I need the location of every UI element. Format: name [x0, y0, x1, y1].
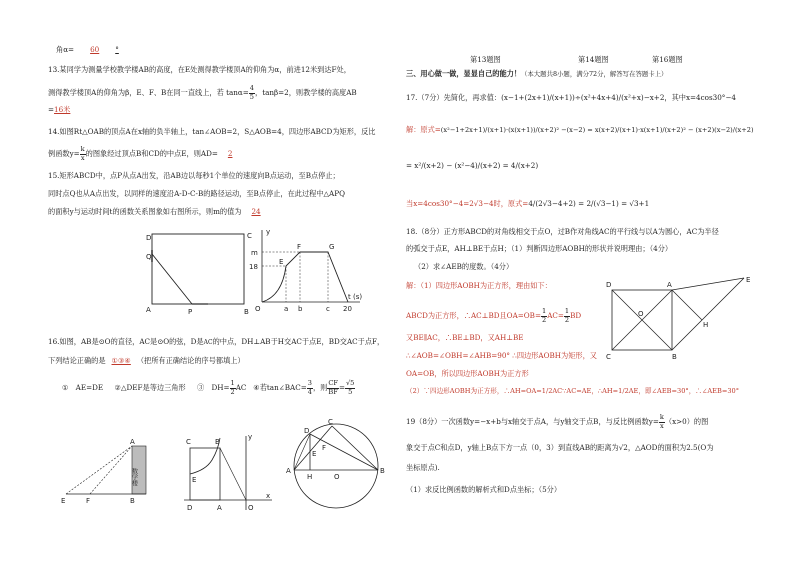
- q19-k: k: [659, 413, 664, 421]
- q16-arc: AC: [203, 339, 213, 346]
- q18-sol2: [406, 308, 581, 324]
- q17-sol-label: 解：原式=: [406, 125, 441, 134]
- q14-line1: [48, 128, 375, 136]
- caption-fig13: 第13题图: [470, 55, 501, 64]
- q13-line3: =16米: [48, 105, 71, 114]
- q14-text-c: 例函数: [48, 149, 70, 159]
- q12-answer: 60: [90, 45, 100, 54]
- q16-opt4-rnum: √5: [345, 379, 355, 387]
- fig16-label-c: C: [328, 418, 333, 426]
- caption-fig14: 第14题图: [578, 55, 609, 64]
- fig18-ah: [672, 290, 702, 320]
- q16-opt4-num: 3: [307, 379, 312, 387]
- fig15-f-label: F: [297, 243, 302, 251]
- q16-opt4b: ，则: [312, 383, 328, 393]
- q16-opt3-num: 1: [230, 379, 235, 387]
- q16-text-d: （把所有正确结论的序号都填上）: [136, 356, 245, 365]
- q16-answer: ①③④: [111, 356, 131, 365]
- fig16-label-d: D: [304, 427, 310, 435]
- fig13-label-e: E: [61, 497, 66, 505]
- fig18-ae: [672, 278, 744, 290]
- q16-opt3a: ③ DH=: [197, 383, 230, 393]
- fig16-label-h: H: [307, 473, 313, 481]
- fig15-20-label: 20: [343, 305, 352, 313]
- fig13-label-a: A: [130, 438, 135, 446]
- fig15-label-a: A: [146, 306, 151, 314]
- q14-text-b: ，四边形ABCD为矩形，反比: [281, 127, 376, 136]
- q16-text-b: 的中点，DH⊥AB于H交AC于点E，BD交AC于点F，: [212, 337, 385, 346]
- q13-text-a: 测得教学楼顶A的仰角为β，E、F、B在同一直线上，若: [48, 88, 224, 98]
- q18-half-2: $\frac{1}{2}$: [564, 307, 570, 324]
- q16-opt4-frac3: [345, 380, 355, 396]
- q16-opt4-cf: CF: [328, 379, 338, 387]
- fig18-label-a: A: [667, 281, 672, 289]
- q15-answer: 24: [251, 207, 261, 216]
- q18-sol1: 解：（1）四边形AOBH为正方形，理由如下：: [406, 281, 552, 290]
- q14-yeq: y=: [69, 149, 80, 159]
- fig14-label-d: D: [187, 504, 193, 512]
- q19-line4: （1）求反比例函数的解析式和D点坐标；（5分）: [406, 485, 562, 494]
- q18-sol6: （2）∵四边形AOBH为正方形，∴AH=OA=1/2AC∵AC=AE，∴AH=1/2AE，即∠AEB=30°，∴∠AEB=30°: [406, 387, 740, 395]
- q14-area: S△AOB=4: [244, 127, 282, 136]
- fig15-label-b: B: [244, 308, 249, 316]
- q18-half-1: $\frac{1}{2}$: [541, 307, 547, 324]
- fig16-label-e: E: [312, 450, 317, 458]
- q16-opt4c: =: [338, 383, 345, 393]
- q16-options: [62, 380, 355, 396]
- fig14-label-x: x: [266, 492, 271, 500]
- fig18-diagram: [604, 270, 754, 362]
- q16-opt4-frac2: [327, 380, 339, 396]
- q13-tan-num: 4: [249, 84, 254, 92]
- q16-opt4-rden: 5: [348, 387, 353, 396]
- q17-sol-line3a: 当x=4cos30°−4=2√3−4时，原式=: [406, 199, 529, 208]
- q18-sol3: 又BE∥AC，∴BE⊥BD，又AH⊥BE: [406, 333, 524, 342]
- fig15-graph: [248, 226, 368, 318]
- caption-fig16: 第16题图: [652, 55, 683, 64]
- q14-k-den: x: [80, 153, 85, 162]
- q17-solution-2: = x²/(x+2) − (x²−4)/(x+2) = 4/(x+2): [406, 161, 539, 170]
- fig15-curve: [262, 252, 348, 302]
- q14-k-num: k: [80, 145, 85, 153]
- fig15-a-label: a: [284, 305, 289, 313]
- q19-line3: 坐标原点).: [406, 463, 440, 472]
- q18-sol2a: ABCD为正方形，∴AC⊥BD且OA=OB=: [406, 311, 541, 321]
- fig18-label-h: H: [703, 321, 709, 329]
- q18-sol5: OA=OB，所以四边形AOBH为正方形: [406, 369, 529, 378]
- fig13-diagram: [58, 436, 158, 506]
- fig18-label-d: D: [606, 281, 612, 289]
- q17-expr: (x−1+(2x+1)/(x+1))÷(x²+4x+4)/(x²+x)−x+2，其中x=4cos30°−4: [501, 93, 736, 102]
- q16-opt4-den: 4: [307, 387, 312, 396]
- fig15-tlabel: t (s): [348, 293, 363, 301]
- q16-line2: [48, 357, 245, 365]
- fig14-label-y: y: [248, 433, 253, 441]
- fig16-ac: [294, 426, 332, 470]
- fig14-rect: [190, 448, 220, 500]
- fig16-db: [310, 434, 378, 470]
- q17-question: [406, 94, 736, 102]
- fig16-cb: [332, 426, 378, 470]
- fig15-rectangle: [140, 228, 260, 318]
- q19-yeq: y=: [648, 417, 659, 427]
- fig13-building-label: 数学楼: [130, 468, 138, 486]
- fig15-o-label: O: [255, 305, 261, 313]
- q14-line2: [48, 146, 242, 162]
- q17-head: 17.（7分）先简化，再求值：: [406, 93, 502, 102]
- q14-text-d: 的图象经过顶点B和CD的中点E，则AD=: [85, 149, 218, 159]
- q18-sol2c: BD: [570, 311, 582, 321]
- fig15-qp-line: [152, 254, 192, 304]
- q16-opt4a: ④若tan∠BAC=: [253, 383, 307, 393]
- fig16-circle: [294, 424, 378, 508]
- section3-note: （本大题共8小题，满分72分，解答写在答题卡上）: [521, 70, 668, 78]
- fig16-label-b: B: [380, 467, 385, 475]
- q16-text-a: 16.如图，AB是⊙O的直径，AC是⊙O的弦，D是: [48, 337, 204, 346]
- fig14-label-c: C: [186, 438, 191, 446]
- q15-text: 的面积y与运动时间t的函数关系图象如右图所示，则m的值为: [48, 207, 242, 216]
- fig15-label-d: D: [146, 234, 152, 242]
- q18-sol2b: AC=: [547, 311, 564, 321]
- fig14-label-b: B: [215, 438, 220, 446]
- q13-line1: 13.某同学为测量学校教学楼AB的高度，在E处测得教学楼顶A的仰角为α，前进12米到达F处，: [48, 65, 351, 74]
- fig15-rect: [152, 234, 244, 304]
- q17-solution-1: [406, 126, 754, 135]
- q18-sol4: ∴∠AOB=∠OBH=∠AHB=90° ∴四边形AOBH为矩形，又: [406, 351, 597, 360]
- fig16-label-f: F: [322, 444, 327, 452]
- fig18-label-e: E: [746, 276, 751, 284]
- q16-opt4-bf: BF: [328, 387, 338, 396]
- fig13-label-b: B: [130, 497, 135, 505]
- fig18-label-c: C: [606, 353, 611, 361]
- fig15-18-label: 18: [249, 263, 258, 271]
- fig15-label-c: C: [247, 232, 252, 240]
- fig15-g-label: G: [329, 243, 335, 251]
- q17-solution-3: [406, 200, 649, 208]
- q16-opt3-den: 2: [230, 387, 235, 396]
- q18-line2: 的弧交于点E，AH⊥BE于点H；（1）判断四边形AOBH的形状并说明理由；（4分）: [406, 244, 673, 253]
- q12-prefix: 角α=: [56, 45, 75, 54]
- fig16-label-o: O: [334, 473, 340, 481]
- fig14-label-o: O: [248, 504, 254, 512]
- q12-tail: [56, 46, 119, 54]
- fig14-label-a: A: [217, 504, 222, 512]
- fig15-label-p: P: [188, 308, 193, 316]
- q17-sol-line3b: 4/(2√3−4+2) = 2/(√3−1) = √3+1: [528, 199, 650, 208]
- q19-x: x: [660, 421, 664, 430]
- fig18-label-b: B: [672, 353, 677, 361]
- q13-tan-alpha: tanα=: [226, 88, 249, 98]
- q14-answer: 2: [227, 149, 233, 159]
- section3-title: 三、用心做一做，显显自己的能力！: [406, 69, 522, 78]
- q13-text-b: ，tanβ=2，则教学楼的高度AB: [255, 88, 357, 98]
- q18-line1: 18.（8分）正方形ABCD的对角线相交于点O，过B作对角线AC的平行线与以A为圆心，AC为半径: [406, 227, 719, 236]
- q19-line1: [406, 414, 708, 430]
- fig14-diagram: [176, 430, 276, 514]
- section3-header: [406, 70, 667, 78]
- q16-opt2: ②△DEF是等边三角形: [114, 383, 186, 393]
- q15-line2: 同时点Q也从A点出发，以同样的速度沿A-D-C-B的路径运动，至B点停止，在此过程中△APQ: [48, 189, 345, 198]
- q12-suffix: °: [115, 45, 119, 54]
- q19-line2: 象交于点C和点D，y轴上B点下方一点（0，3）到直线AB的距离为√2，△AOD的面积为2.5(O为: [406, 443, 714, 452]
- fig15-e-label: E: [279, 258, 284, 266]
- q19-text-a: 19（8分）一次函数y=−x+b与x轴交于点A，与y轴交于点B，与反比例函数: [406, 417, 649, 427]
- fig14-ob-line: [220, 448, 246, 500]
- fig18-label-o: O: [638, 310, 644, 318]
- fig15-m-label: m: [251, 249, 258, 257]
- fig15-label-q: Q: [146, 253, 152, 261]
- q15-line3: [48, 208, 271, 216]
- q16-text-c: 下列结论正确的是: [48, 356, 106, 365]
- fig15-ylabel: y: [266, 228, 271, 236]
- fig13-line-fa: [90, 446, 132, 494]
- q16-opt1: ① AE=DE: [62, 383, 104, 393]
- fig13-label-f: F: [86, 497, 91, 505]
- q16-line1: [48, 338, 384, 347]
- fig16-diagram: [280, 420, 392, 512]
- fig15-b-label: b: [298, 305, 303, 313]
- q17-sol-line1: (x²−1+2x+1)/(x+1)·(x(x+1))/(x+2)² −(x−2) = x(x+2)/(x+1)·x(x+1)/(x+2)² − (x+2)(x−2)/(x+2): [440, 126, 754, 134]
- q13-answer: 16米: [54, 105, 71, 114]
- q13-line2: [48, 85, 357, 101]
- q14-text-a: 14.如图Rt△OAB的顶点A在x轴的负半轴上，tan∠AOB=2，: [48, 127, 245, 136]
- q16-opt3b: AC: [235, 383, 247, 393]
- fig16-label-a: A: [286, 467, 291, 475]
- fig18-be: [672, 278, 744, 350]
- fig15-c-label: c: [326, 305, 330, 313]
- q19-text-b: （x>0）的图: [664, 417, 709, 427]
- q15-line1: 15.矩形ABCD中，点P从点A出发，沿AB边以每秒1个单位的速度向B点运动，至B点停止；: [48, 171, 340, 180]
- fig14-label-e: E: [192, 476, 197, 484]
- q18-line3: （2）求∠AEB的度数。（4分）: [414, 262, 514, 271]
- q13-tan-den: 5: [249, 92, 254, 101]
- fig13-line-ea: [66, 446, 132, 494]
